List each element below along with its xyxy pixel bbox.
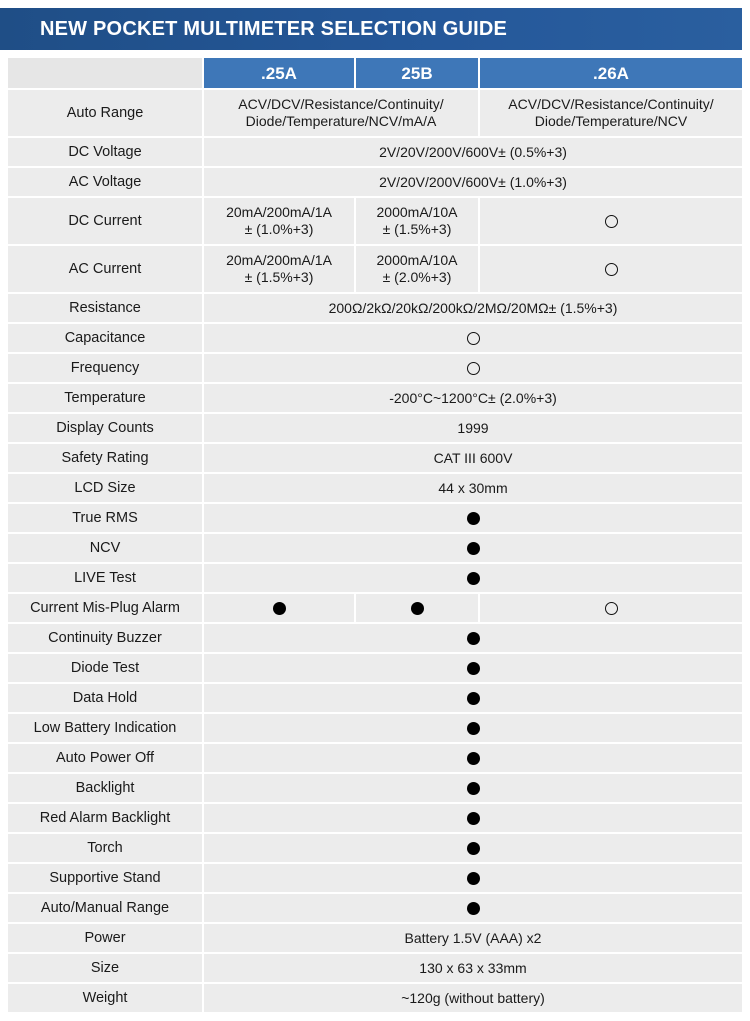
table-row	[8, 504, 742, 532]
value-cell: 200Ω/2kΩ/20kΩ/200kΩ/2MΩ/20MΩ± (1.5%+3)	[204, 294, 742, 322]
value-cell	[204, 564, 742, 592]
row-label: Auto Range	[8, 90, 202, 136]
empty-circle-icon	[605, 602, 618, 615]
empty-circle-icon	[605, 263, 618, 276]
filled-circle-icon	[467, 752, 480, 765]
value-line: ± (1.0%+3)	[244, 221, 314, 237]
value-line: ± (1.5%+3)	[244, 269, 314, 285]
table-row	[8, 246, 742, 292]
value-line: Diode/Temperature/NCV/mA/A	[245, 113, 437, 129]
model-header-25b: 25B	[356, 58, 478, 88]
filled-circle-icon	[467, 722, 480, 735]
model-header-26a: .26A	[480, 58, 742, 88]
value-cell: Battery 1.5V (AAA) x2	[204, 924, 742, 952]
row-label: Continuity Buzzer	[8, 624, 202, 652]
model-header-25a: .25A	[204, 58, 354, 88]
value-cell	[204, 744, 742, 772]
table-row	[8, 414, 742, 442]
page-title: NEW POCKET MULTIMETER SELECTION GUIDE	[0, 8, 742, 50]
value-cell	[480, 246, 742, 292]
table-row	[8, 984, 742, 1012]
empty-circle-icon	[605, 215, 618, 228]
value-cell: 130 x 63 x 33mm	[204, 954, 742, 982]
filled-circle-icon	[467, 542, 480, 555]
header-corner	[8, 58, 202, 88]
row-label: Safety Rating	[8, 444, 202, 472]
table-row	[8, 384, 742, 412]
value-cell	[204, 834, 742, 862]
value-line: 20mA/200mA/1A	[226, 204, 332, 220]
value-line: 2000mA/10A	[376, 252, 458, 268]
row-label: DC Voltage	[8, 138, 202, 166]
value-cell	[356, 198, 478, 244]
table-row	[8, 474, 742, 502]
table-row	[8, 834, 742, 862]
table-row	[8, 894, 742, 922]
row-label: NCV	[8, 534, 202, 562]
value-cell	[204, 504, 742, 532]
value-cell	[356, 246, 478, 292]
value-line: ± (2.0%+3)	[382, 269, 452, 285]
row-label: Red Alarm Backlight	[8, 804, 202, 832]
value-cell: CAT III 600V	[204, 444, 742, 472]
row-label: Capacitance	[8, 324, 202, 352]
value-cell	[204, 534, 742, 562]
table-row	[8, 744, 742, 772]
row-label: Frequency	[8, 354, 202, 382]
filled-circle-icon	[467, 632, 480, 645]
value-cell	[204, 594, 354, 622]
row-label: Display Counts	[8, 414, 202, 442]
value-line: 2000mA/10A	[376, 204, 458, 220]
row-label: Supportive Stand	[8, 864, 202, 892]
value-line: ± (1.5%+3)	[382, 221, 452, 237]
row-label: Diode Test	[8, 654, 202, 682]
table-row	[8, 534, 742, 562]
value-cell	[480, 198, 742, 244]
value-cell: 2V/20V/200V/600V± (0.5%+3)	[204, 138, 742, 166]
value-cell	[480, 90, 742, 136]
value-cell	[204, 198, 354, 244]
row-label: Weight	[8, 984, 202, 1012]
row-label: True RMS	[8, 504, 202, 532]
empty-circle-icon	[467, 332, 480, 345]
row-label: Auto Power Off	[8, 744, 202, 772]
value-cell	[480, 594, 742, 622]
header-row	[8, 58, 742, 88]
filled-circle-icon	[467, 902, 480, 915]
value-cell	[204, 90, 478, 136]
table-row	[8, 684, 742, 712]
filled-circle-icon	[273, 602, 286, 615]
row-label: Size	[8, 954, 202, 982]
row-label: Torch	[8, 834, 202, 862]
value-cell: 44 x 30mm	[204, 474, 742, 502]
value-cell: 2V/20V/200V/600V± (1.0%+3)	[204, 168, 742, 196]
filled-circle-icon	[467, 572, 480, 585]
row-label: AC Voltage	[8, 168, 202, 196]
value-cell	[204, 894, 742, 922]
table-row	[8, 354, 742, 382]
selection-table	[6, 56, 744, 1014]
table-row	[8, 564, 742, 592]
value-cell	[204, 684, 742, 712]
value-cell	[204, 714, 742, 742]
value-cell	[204, 624, 742, 652]
row-label: Backlight	[8, 774, 202, 802]
table-row	[8, 90, 742, 136]
filled-circle-icon	[467, 782, 480, 795]
row-label: DC Current	[8, 198, 202, 244]
table-row	[8, 714, 742, 742]
empty-circle-icon	[467, 362, 480, 375]
table-row	[8, 954, 742, 982]
row-label: Low Battery Indication	[8, 714, 202, 742]
value-cell	[204, 324, 742, 352]
table-row	[8, 804, 742, 832]
filled-circle-icon	[467, 662, 480, 675]
value-line: 20mA/200mA/1A	[226, 252, 332, 268]
row-label: Current Mis-Plug Alarm	[8, 594, 202, 622]
row-label: AC Current	[8, 246, 202, 292]
row-label: Data Hold	[8, 684, 202, 712]
value-cell	[204, 246, 354, 292]
value-cell	[356, 594, 478, 622]
value-cell: ~120g (without battery)	[204, 984, 742, 1012]
filled-circle-icon	[467, 692, 480, 705]
value-line: ACV/DCV/Resistance/Continuity/	[508, 96, 714, 112]
row-label: Power	[8, 924, 202, 952]
table-row	[8, 774, 742, 802]
value-cell	[204, 354, 742, 382]
value-cell	[204, 774, 742, 802]
filled-circle-icon	[467, 812, 480, 825]
filled-circle-icon	[467, 842, 480, 855]
value-cell: 1999	[204, 414, 742, 442]
value-cell	[204, 804, 742, 832]
row-label: Resistance	[8, 294, 202, 322]
row-label: Auto/Manual Range	[8, 894, 202, 922]
table-row	[8, 654, 742, 682]
table-row	[8, 198, 742, 244]
filled-circle-icon	[467, 512, 480, 525]
table-row	[8, 324, 742, 352]
table-row	[8, 924, 742, 952]
table-row	[8, 168, 742, 196]
filled-circle-icon	[411, 602, 424, 615]
value-cell: -200°C~1200°C± (2.0%+3)	[204, 384, 742, 412]
row-label: LIVE Test	[8, 564, 202, 592]
value-line: ACV/DCV/Resistance/Continuity/	[238, 96, 444, 112]
value-line: Diode/Temperature/NCV	[534, 113, 688, 129]
table-row	[8, 594, 742, 622]
row-label: Temperature	[8, 384, 202, 412]
value-cell	[204, 864, 742, 892]
table-row	[8, 624, 742, 652]
row-label: LCD Size	[8, 474, 202, 502]
filled-circle-icon	[467, 872, 480, 885]
value-cell	[204, 654, 742, 682]
table-row	[8, 294, 742, 322]
table-row	[8, 444, 742, 472]
table-row	[8, 864, 742, 892]
table-row	[8, 138, 742, 166]
